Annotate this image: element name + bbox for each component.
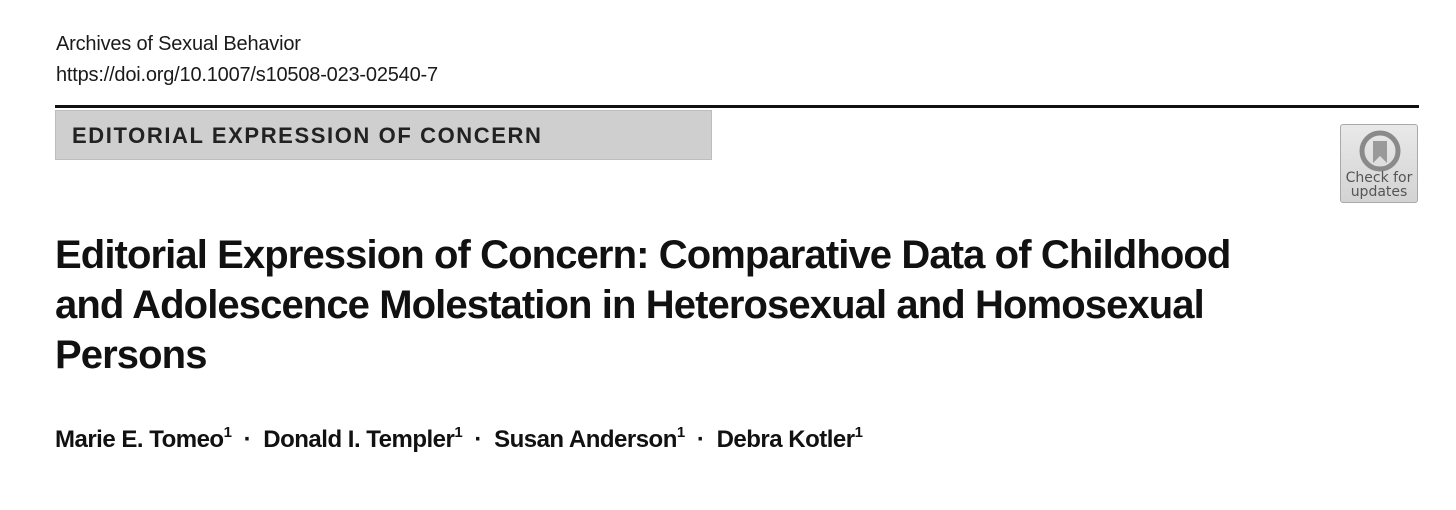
doi-link[interactable]: https://doi.org/10.1007/s10508-023-02540-7 — [56, 64, 438, 86]
author-separator: · — [696, 426, 705, 453]
affiliation-marker: 1 — [454, 424, 463, 441]
affiliation-marker: 1 — [676, 424, 685, 441]
author-name[interactable]: Donald I. Templer — [263, 426, 455, 453]
article-type-banner — [55, 110, 712, 160]
check-badge-line2: updates — [1350, 184, 1408, 200]
check-for-updates-button[interactable] — [1340, 124, 1418, 203]
check-badge-line1: Check for — [1345, 170, 1413, 186]
author-name[interactable]: Debra Kotler — [716, 426, 855, 453]
author-name[interactable]: Marie E. Tomeo — [55, 426, 224, 453]
affiliation-marker: 1 — [854, 424, 863, 441]
affiliation-marker: 1 — [223, 424, 232, 441]
author-list — [55, 426, 862, 454]
article-type-label: EDITORIAL EXPRESSION OF CONCERN — [72, 123, 543, 148]
author-separator: · — [474, 426, 482, 453]
article-title: Editorial Expression of Concern: Comparative Data of Childhood and Adolescence Molestation in Heterosexual and Homosexual Persons — [55, 233, 1231, 377]
header-rule — [55, 105, 1419, 108]
check-for-updates-icon — [1358, 129, 1402, 173]
journal-name: Archives of Sexual Behavior — [56, 33, 301, 55]
author-separator: · — [243, 426, 252, 453]
author-name[interactable]: Susan Anderson — [494, 426, 677, 453]
